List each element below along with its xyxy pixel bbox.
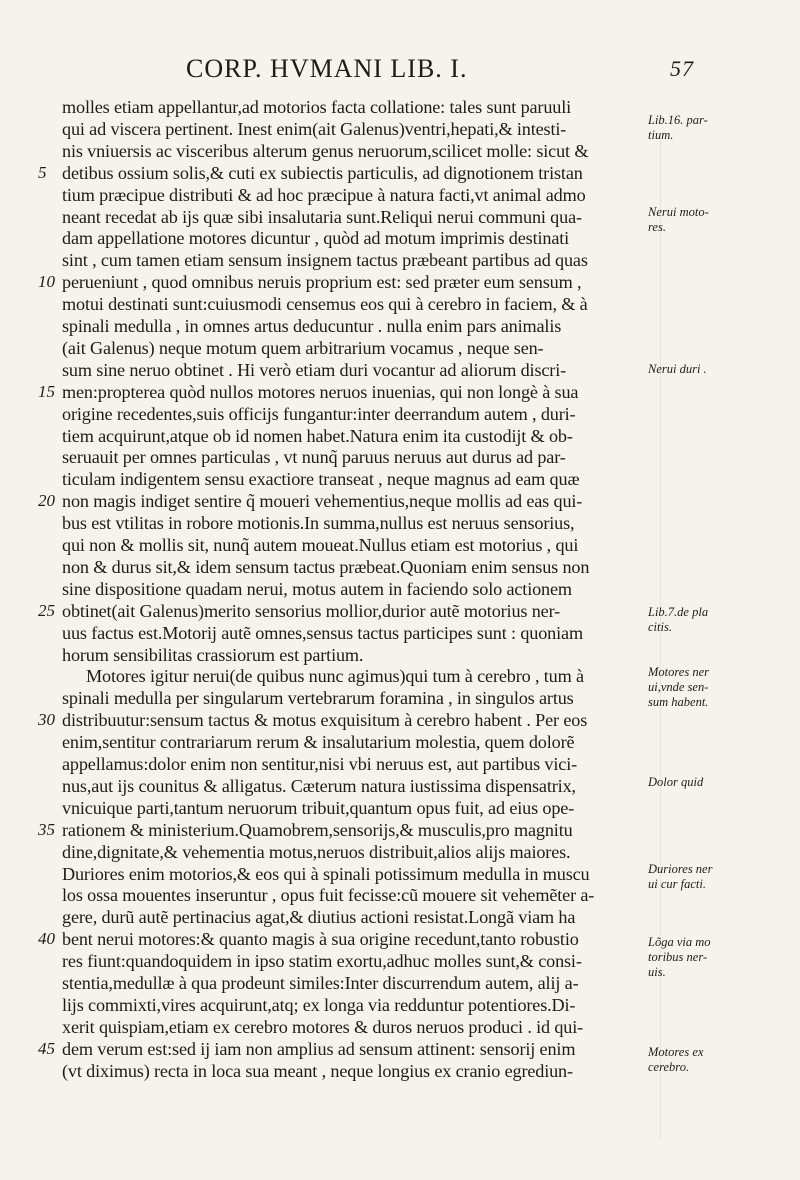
text-line: sum sine neruo obtinet . Hi verò etiam duri vocantur ad aliorum discri- <box>62 359 567 380</box>
margin-note <box>648 665 788 710</box>
show-through-shadow <box>660 140 791 1140</box>
margin-note-line: Lib.16. par- <box>648 113 708 127</box>
text-line: enim,sentitur contrariarum rerum & insalutarium molestia, quem dolorẽ <box>62 732 575 753</box>
margin-note <box>648 1045 788 1075</box>
margin-note <box>648 113 788 143</box>
text-line: distribuutur:sensum tactus & motus exquisitum à cerebro habent . Per eos <box>62 710 588 731</box>
text-line: sint , cum tamen etiam sensum insignem tactus præbeant partibus ad quas <box>62 250 588 271</box>
margin-note-line: tium. <box>648 128 674 142</box>
line-number: 10 <box>38 272 55 292</box>
margin-note-line: uis. <box>648 965 666 979</box>
margin-note-line: Lõga via mo <box>648 935 711 949</box>
text-line: horum sensibilitas crassiorum est partium. <box>62 644 364 665</box>
line-number: 20 <box>38 491 55 511</box>
text-line: los ossa mouentes inseruntur , opus fuit fecisse:cũ mouere sit vehemẽter a- <box>62 885 595 906</box>
margin-note-line: res. <box>648 220 666 234</box>
text-line: Duriores enim motorios,& eos qui à spinali potissimum medulla in muscu <box>62 863 590 884</box>
text-line: ticulam indigentem sensu exactiore transeat , neque magnus ad eam quæ <box>62 469 580 490</box>
margin-note-line: Nerui moto- <box>648 205 709 219</box>
margin-note-line: ui cur facti. <box>648 877 706 891</box>
text-line: spinali medulla per singularum vertebrarum foramina , in singulos artus <box>62 688 574 709</box>
text-line: qui non & mollis sit, nunq̃ autem moueat.Nullus etiam est motorius , qui <box>62 535 579 555</box>
text-line: spinali medulla , in omnes artus deducuntur . nulla enim pars animalis <box>62 316 562 336</box>
text-line: obtinet(ait Galenus)merito sensorius mollior,durior autẽ motorius ner- <box>62 600 561 621</box>
text-line: appellamus:dolor enim non sentitur,nisi vbi neruus est, aut partibus vici- <box>62 754 578 774</box>
margin-note <box>648 775 788 790</box>
text-line: gere, durũ autẽ pertinacius agat,& diutius actioni resistat.Longã viam ha <box>62 907 576 928</box>
running-title: CORP. HVMANI LIB. I. <box>186 54 468 83</box>
text-line: dam appellatione motores dicuntur , quòd ad motum imprimis destinati <box>62 228 570 249</box>
margin-note <box>648 205 788 235</box>
text-line: tiem acquirunt,atque ob id nomen habet.Natura enim ita custodijt & ob- <box>62 425 573 446</box>
text-line: res fiunt:quandoquidem in ipso statim exortu,adhuc molles sunt,& consi- <box>62 951 582 972</box>
page-number: 57 <box>670 56 694 81</box>
margin-note-line: Duriores ner <box>648 862 713 876</box>
text-line: xerit quispiam,etiam ex cerebro motores & duros neruos produci . id qui- <box>62 1016 584 1037</box>
text-line: dine,dignitate,& vehementia motus,neruos distribuit,alios alijs maiores. <box>62 841 571 862</box>
margin-note-line: cerebro. <box>648 1060 690 1074</box>
text-line: seruauit per omnes particulas , vt nunq̃ paruus neruus aut durus ad par- <box>62 447 566 468</box>
text-line: non & durus sit,& idem sensum tactus præbeat.Quoniam enim sensus non <box>62 556 590 577</box>
margin-note-line: Lib.7.de pla <box>648 605 709 619</box>
text-line: uus factus est.Motorij autẽ omnes,sensus tactus participes sunt : quoniam <box>62 622 583 643</box>
text-line: nus,aut ijs counitus & alligatus. Cæterum natura iustissima dispensatrix, <box>62 775 576 796</box>
margin-note-line: toribus ner- <box>648 950 708 964</box>
text-line: tium præcipue distributi & ad hoc præcipue à natura facti,vt animal admo <box>62 184 586 205</box>
line-number: 25 <box>38 600 55 620</box>
line-number: 40 <box>38 929 55 949</box>
line-number: 5 <box>38 162 47 182</box>
text-line: neant recedat ab ijs quæ sibi insalutaria sunt.Reliqui nerui communi qua- <box>62 206 582 227</box>
text-line: non magis indiget sentire q̃ moueri vehementius,neque mollis ad eas qui- <box>62 491 583 512</box>
page-header <box>150 54 710 90</box>
text-line: qui ad viscera pertinent. Inest enim(ait Galenus)ventri,hepati,& intesti- <box>62 118 567 139</box>
text-line: dem verum est:sed ij iam non amplius ad sensum attinent: sensorij enim <box>62 1038 576 1059</box>
margin-note-line: citis. <box>648 620 672 634</box>
margin-note-line: Motores ner <box>648 665 709 679</box>
text-line: nis vniuersis ac visceribus alterum genus neruorum,scilicet molle: sicut & <box>62 140 589 161</box>
margin-note-line: Nerui duri . <box>648 362 707 376</box>
text-line: bent nerui motores:& quanto magis à sua origine recedunt,tanto robustio <box>62 929 579 950</box>
margin-note-line: sum habent. <box>648 695 709 709</box>
text-line: (ait Galenus) neque motum quem arbitrarium vocamus , neque sen- <box>62 337 544 358</box>
text-line: perueniunt , quod omnibus neruis proprium est: sed præter eum sensum , <box>62 272 582 293</box>
margin-note <box>648 605 788 635</box>
text-line: lijs commixti,vires acquirunt,atq; ex longa via redduntur potentiores.Di- <box>62 994 576 1015</box>
margin-note <box>648 935 788 980</box>
text-line: origine recedentes,suis officijs fungantur:inter deerrandum autem , duri- <box>62 403 576 424</box>
margin-note <box>648 862 788 892</box>
line-number: 15 <box>38 381 55 401</box>
text-line: motui destinati sunt:cuiusmodi censemus eos qui à cerebro in faciem, & à <box>62 294 588 315</box>
text-line: men:propterea quòd nullos motores neruos inuenias, qui non longè à sua <box>62 381 579 402</box>
text-line: molles etiam appellantur,ad motorios facta collatione: tales sunt paruuli <box>62 97 572 117</box>
text-line: Motores igitur nerui(de quibus nunc agimus)qui tum à cerebro , tum à <box>86 666 584 687</box>
text-line: sine dispositione quadam nerui, motus autem in faciendo solo actionem <box>62 578 572 599</box>
text-line: rationem & ministerium.Quamobrem,sensorijs,& musculis,pro magnitu <box>62 819 573 840</box>
text-line: detibus ossium solis,& cuti ex subiectis particulis, ad dignotionem tristan <box>62 162 583 183</box>
text-line: vnicuique parti,tantum neruorum tribuit,quantum opus fuit, ad eius ope- <box>62 797 575 818</box>
line-number: 35 <box>38 819 55 839</box>
line-number: 30 <box>38 710 55 730</box>
text-line: bus est vtilitas in robore motionis.In summa,nullus est neruus sensorius, <box>62 513 575 534</box>
text-line: (vt diximus) recta in loca sua meant , neque longius ex cranio egrediun- <box>62 1060 573 1081</box>
text-line: stentia,medullæ à qua prodeunt similes:Inter discurrendum autem, alij a- <box>62 973 579 993</box>
margin-note-line: ui,vnde sen- <box>648 680 709 694</box>
margin-note-line: Dolor quid <box>648 775 704 789</box>
margin-note <box>648 362 788 377</box>
line-number: 45 <box>38 1038 55 1058</box>
margin-note-line: Motores ex <box>648 1045 704 1059</box>
